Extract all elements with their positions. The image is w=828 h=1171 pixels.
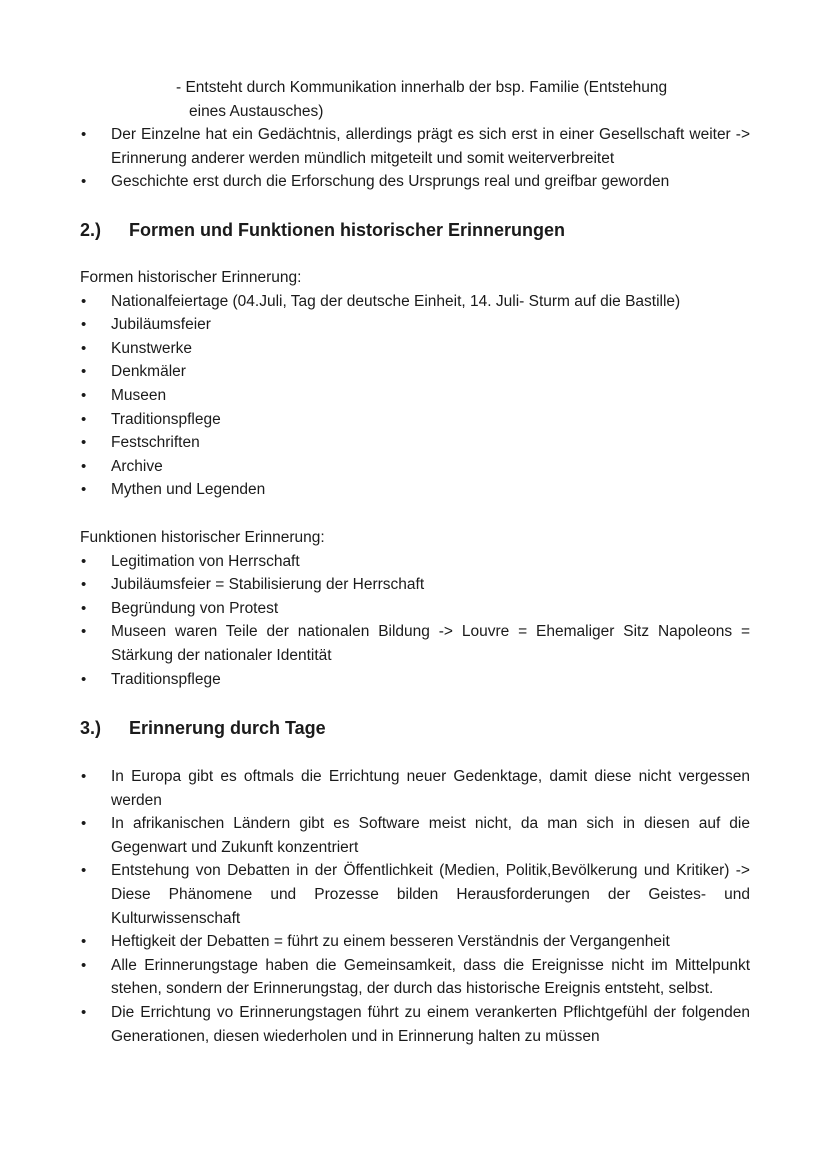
bullet-icon: • bbox=[81, 933, 87, 951]
list-item: • In Europa gibt es oftmals die Errichtung neuer Gedenktage, damit diese nicht vergessen werden bbox=[80, 765, 750, 812]
list-item: • Denkmäler bbox=[80, 360, 750, 384]
bullet-icon: • bbox=[81, 481, 87, 499]
list-item: • Museen waren Teile der nationalen Bildung -> Louvre = Ehemaliger Sitz Napoleons = Stärkung der nationaler Identität bbox=[80, 620, 750, 667]
list-item: • Jubiläumsfeier = Stabilisierung der Herrschaft bbox=[80, 573, 750, 597]
dash-list-item bbox=[176, 76, 756, 123]
forms-block bbox=[80, 266, 750, 502]
list-item: • In afrikanischen Ländern gibt es Software meist nicht, da man sich in diesen auf die Gegenwart und Zukunft konzentriert bbox=[80, 812, 750, 859]
list-item: • Legitimation von Herrschaft bbox=[80, 550, 750, 574]
section-title: Erinnerung durch Tage bbox=[129, 718, 326, 738]
list-item: • Festschriften bbox=[80, 431, 750, 455]
list-item: • Heftigkeit der Debatten = führt zu einem besseren Verständnis der Vergangenheit bbox=[80, 930, 750, 954]
section-heading bbox=[80, 218, 565, 242]
bullet-icon: • bbox=[81, 173, 87, 191]
functions-label: Funktionen historischer Erinnerung: bbox=[80, 529, 325, 546]
section-number: 2.) bbox=[80, 220, 102, 240]
forms-label: Formen historischer Erinnerung: bbox=[80, 269, 302, 286]
list-item: • Die Errichtung vo Erinnerungstagen führt zu einem verankerten Pflichtgefühl der folgenden Generationen, diesen wiederholen und in Erinnerung halten zu müssen bbox=[80, 1001, 750, 1048]
bullet-icon: • bbox=[81, 576, 87, 594]
list-item: • Entstehung von Debatten in der Öffentlichkeit (Medien, Politik,Bevölkerung und Kritiker) -> Diese Phänomene und Prozesse bilden Herausforderungen der Geistes- und Kulturwissenschaft bbox=[80, 859, 750, 930]
bullet-icon: • bbox=[81, 670, 87, 688]
days-bullet-list bbox=[80, 765, 750, 1048]
bullet-icon: • bbox=[81, 1003, 87, 1021]
list-item: • Alle Erinnerungstage haben die Gemeinsamkeit, dass die Ereignisse nicht im Mittelpunkt stehen, sondern der Erinnerungstag, der durch das historische Ereignis entsteht, selbst. bbox=[80, 954, 750, 1001]
list-item: • Kunstwerke bbox=[80, 337, 750, 361]
bullet-icon: • bbox=[81, 126, 87, 143]
bullet-icon: • bbox=[81, 956, 87, 974]
bullet-icon: • bbox=[81, 768, 87, 785]
bullet-icon: • bbox=[81, 552, 87, 570]
section-title: Formen und Funktionen historischer Erinnerungen bbox=[129, 220, 566, 240]
bullet-icon: • bbox=[81, 386, 87, 404]
section-heading bbox=[80, 716, 326, 740]
bullet-icon: • bbox=[81, 339, 87, 357]
dash-item-line1: - Entsteht durch Kommunikation innerhalb der bsp. Familie (Entstehung bbox=[176, 79, 668, 96]
bullet-icon: • bbox=[81, 815, 87, 833]
section-number: 3.) bbox=[80, 718, 102, 738]
list-item: • Nationalfeiertage (04.Juli, Tag der deutsche Einheit, 14. Juli- Sturm auf die Bastille) bbox=[80, 290, 750, 314]
list-item: • Mythen und Legenden bbox=[80, 478, 750, 502]
bullet-icon: • bbox=[81, 363, 87, 381]
list-item: • Museen bbox=[80, 384, 750, 408]
list-item: • Archive bbox=[80, 455, 750, 479]
dash-item-line2: eines Austausches) bbox=[189, 102, 324, 120]
bullet-icon: • bbox=[81, 410, 87, 428]
bullet-icon: • bbox=[81, 316, 87, 334]
list-item: • Geschichte erst durch die Erforschung des Ursprungs real und greifbar geworden bbox=[80, 170, 750, 194]
functions-block bbox=[80, 526, 750, 691]
list-item: • Der Einzelne hat ein Gedächtnis, allerdings prägt es sich erst in einer Gesellschaft weiter -> Erinnerung anderer werden mündlich mitgeteilt und somit weiterverbreitet bbox=[80, 123, 750, 170]
bullet-icon: • bbox=[81, 599, 87, 617]
bullet-icon: • bbox=[81, 862, 87, 880]
list-item: • Traditionspflege bbox=[80, 668, 750, 692]
bullet-icon: • bbox=[81, 457, 87, 475]
bullet-icon: • bbox=[81, 434, 87, 452]
list-item: • Jubiläumsfeier bbox=[80, 313, 750, 337]
bullet-icon: • bbox=[81, 292, 87, 310]
list-item: • Begründung von Protest bbox=[80, 597, 750, 621]
list-item: • Traditionspflege bbox=[80, 408, 750, 432]
bullet-icon: • bbox=[81, 623, 87, 641]
intro-bullet-list bbox=[80, 123, 750, 194]
